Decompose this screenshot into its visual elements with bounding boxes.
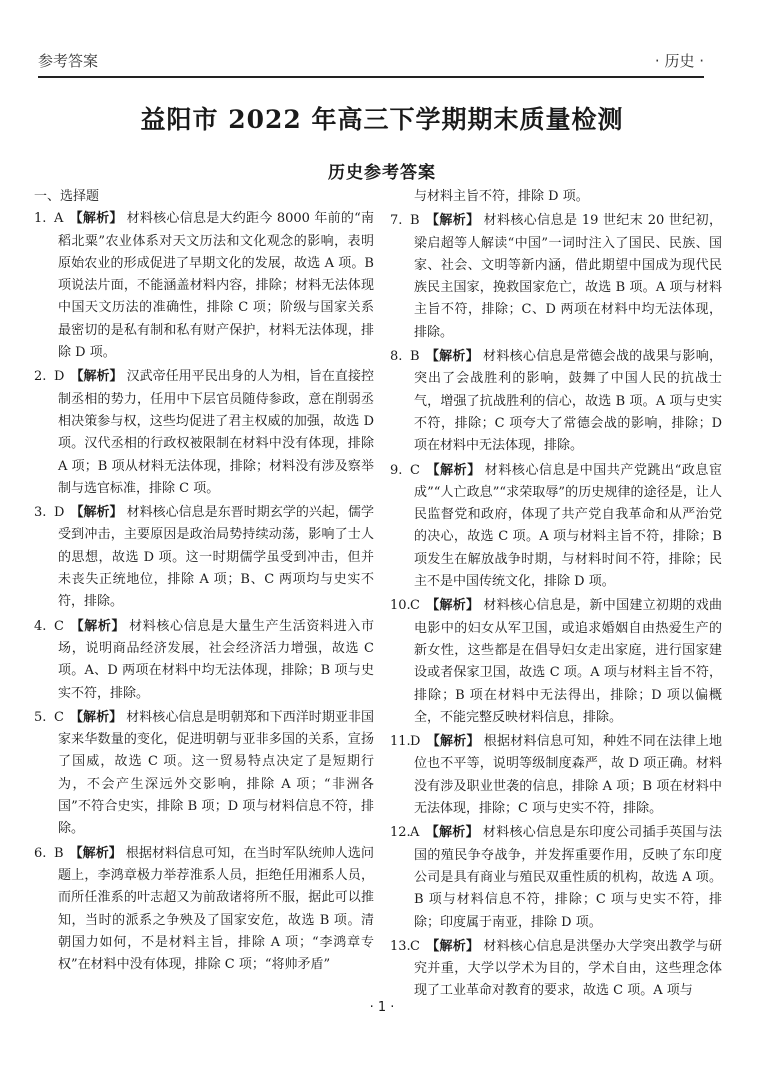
analysis-text: 材料核心信息是洪堡办大学突出教学与研究并重，大学以学术为目的，学术自由，这些理念体现了工业革命对教育的要求，故选 C 项。A 项与 xyxy=(414,938,722,999)
answer-item xyxy=(390,936,722,1003)
answer-letter: A xyxy=(410,825,420,841)
analysis-text: 材料核心信息是中国共产党跳出“政息宦成”“人亡政息”“求荣取辱”的历史规律的途径是，让人民监督党和政府，体现了共产党自我革命和从严治党的决心，故选 C 项。A 项与材料主旨不符，排除；B 项发生在解放战争时期，与材料时间不符，排除；民主不是中国传统文化，排除 D 项。 xyxy=(414,462,722,590)
answer-item xyxy=(390,731,722,820)
analysis-text: 材料核心信息是大量生产生活资料进入市场，说明商品经济发展，社会经济活力增强，故选 C 项。A、D 两项在材料中均无法体现，排除；B 项与史实不符，排除。 xyxy=(58,618,374,701)
answer-item xyxy=(390,460,722,594)
answer-letter: B xyxy=(54,845,64,861)
question-number: 13. xyxy=(390,938,411,954)
question-number: 9. xyxy=(390,462,403,478)
analysis-tag: 【解析】 xyxy=(70,505,123,521)
analysis-text: 材料核心信息是东晋时期玄学的兴起，儒学受到冲击，主要原因是政治局势持续动荡，影响了士人的思想，故选 D 项。这一时期儒学虽受到冲击，但并未丧失正统地位，排除 A 项；B、C 两项均与史实不符，排除。 xyxy=(58,505,374,610)
question-number: 12. xyxy=(390,825,411,841)
page-header xyxy=(38,40,704,78)
continued-text: 与材料主旨不符，排除 D 项。 xyxy=(414,189,589,204)
question-number: 10. xyxy=(390,598,411,614)
answer-letter: C xyxy=(54,709,64,725)
analysis-tag: 【解析】 xyxy=(69,709,123,725)
analysis-text: 汉武帝任用平民出身的人为相，旨在直接控制丞相的势力，任用中下层官员随侍参政，意在削弱丞相决策参与权，这些均促进了君主权威的加强，故选 D 项。汉代丞相的行政权被限制在材料中没有体现，排除 A 项；B 项从材料无法体现，排除；材料没有涉及察举制与选官标准，排除 C 项。 xyxy=(58,369,374,496)
answer-letter: D xyxy=(54,369,65,385)
analysis-tag: 【解析】 xyxy=(425,213,480,229)
analysis-text: 材料核心信息是大约距今 8000 年前的“南稻北粟”农业体系对天文历法和文化观念的影响，表明原始农业的形成促进了早期文化的发展，故选 A 项。B 项说法片面，不能涵盖材料内容，排除；材料无法体现中国天文历法的准确性，排除 C 项；阶级与国家关系最密切的是私有制和私有财产保护，材料无法体现，排除 D 项。 xyxy=(58,211,374,361)
analysis-text: 材料核心信息是，新中国建立初期的戏曲电影中的妇女从军卫国，或追求婚姻自由热爱生产的新女性，这些都是在倡导妇女走出家庭，进行国家建设或者保家卫国，故选 C 项。A 项与材料主旨不符，排除；B 项在材料中无法得出，排除；D 项以偏概全，不能完整反映材料信息，排除。 xyxy=(414,598,722,725)
analysis-tag: 【解析】 xyxy=(425,938,480,954)
section-title: 一、选择题 xyxy=(34,189,100,204)
analysis-tag: 【解析】 xyxy=(69,845,122,861)
analysis-tag: 【解析】 xyxy=(69,211,123,227)
analysis-tag: 【解析】 xyxy=(425,598,480,614)
answer-letter: D xyxy=(54,505,65,521)
answer-letter: C xyxy=(410,598,420,614)
analysis-tag: 【解析】 xyxy=(69,618,126,634)
question-number: 6. xyxy=(34,845,47,861)
analysis-text: 材料核心信息是明朝郑和下西洋时期亚非国家来华数量的变化，促进明朝与亚非多国的关系，宣扬了国威，故选 C 项。这一贸易特点决定了是短期行为，不会产生深远外交影响，排除 A 项；“非洲各国”不符合史实，排除 B 项；D 项与材料信息不符，排除。 xyxy=(58,709,374,837)
analysis-text: 根据材料信息可知，种姓不同在法律上地位也不平等，说明等级制度森严，故 D 项正确。材料没有涉及职业世袭的信息，排除 A 项；B 项在材料中无法体现，排除；C 项与史实不符，排除。 xyxy=(414,734,722,817)
question-number: 5. xyxy=(34,709,47,725)
answer-letter: B xyxy=(410,213,420,229)
analysis-tag: 【解析】 xyxy=(70,369,123,385)
document-subtitle: 历史参考答案 xyxy=(328,163,436,183)
right-column xyxy=(390,186,722,1005)
answer-item xyxy=(390,210,722,344)
answer-item xyxy=(34,616,374,705)
answer-item xyxy=(34,843,374,977)
question-number: 7. xyxy=(390,213,403,229)
analysis-tag: 【解析】 xyxy=(426,734,480,750)
answer-item xyxy=(34,502,374,613)
question-number: 2. xyxy=(34,369,47,385)
answer-item xyxy=(34,366,374,500)
analysis-text: 材料核心信息是常德会战的战果与影响，突出了会战胜利的影响，鼓舞了中国人民的抗战士气，增强了抗战胜利的信心，故选 B 项。A 项与史实不符，排除；C 项夸大了常德会战的影响，排除；D 项在材料中无法体现，排除。 xyxy=(414,349,722,454)
answer-item xyxy=(34,208,374,364)
analysis-tag: 【解析】 xyxy=(425,825,479,841)
answer-letter: C xyxy=(410,938,420,954)
answer-letter: B xyxy=(410,349,420,365)
question-number: 11. xyxy=(390,734,411,750)
analysis-text: 材料核心信息是 19 世纪末 20 世纪初，梁启超等人解读“中国”一词时注入了国民、民族、国家、社会、文明等新内涵，借此期望中国成为现代民族民主国家，挽救国家危亡，故选 B 项。A 项与材料主旨不符，排除；C、D 两项在材料中均无法体现，排除。 xyxy=(414,213,722,340)
analysis-text: 根据材料信息可知，在当时军队统帅人选问题上，李鸿章极力举荐淮系人员，拒绝任用湘系人员，而所任淮系的叶志超又为前敌诸将所不服，据此可以推知，当时的派系之争殃及了国家安危，故选 B 项。清朝国力如何，不是材料主旨，排除 A 项；“李鸿章专权”在材料中没有体现，排除 C 项；“将帅矛盾” xyxy=(58,845,374,973)
answer-letter: C xyxy=(410,462,420,478)
question-number: 4. xyxy=(34,618,47,634)
analysis-tag: 【解析】 xyxy=(425,349,480,365)
header-left-label: 参考答案 xyxy=(38,52,99,70)
answer-letter: C xyxy=(54,618,64,634)
left-column xyxy=(34,186,374,978)
page-number: · 1 · xyxy=(369,1000,395,1015)
document-title: 益阳市 2022 年高三下学期期末质量检测 xyxy=(140,105,624,134)
question-number: 8. xyxy=(390,349,403,365)
question-number: 3. xyxy=(34,505,47,521)
question-number: 1. xyxy=(34,211,47,227)
analysis-text: 材料核心信息是东印度公司插手英国与法国的殖民争夺战争，并发挥重要作用，反映了东印度公司是具有商业与殖民双重性质的机构，故选 A 项。B 项与材料信息不符，排除；C 项与史实不符，排除；印度属于南亚，排除 D 项。 xyxy=(414,825,722,930)
answer-letter: D xyxy=(410,734,421,750)
answer-letter: A xyxy=(54,211,64,227)
answer-item xyxy=(34,707,374,841)
header-subject-label: · 历史 · xyxy=(654,52,704,70)
answer-item xyxy=(390,595,722,729)
answer-item xyxy=(390,822,722,933)
analysis-tag: 【解析】 xyxy=(425,462,481,478)
answer-item xyxy=(390,346,722,457)
